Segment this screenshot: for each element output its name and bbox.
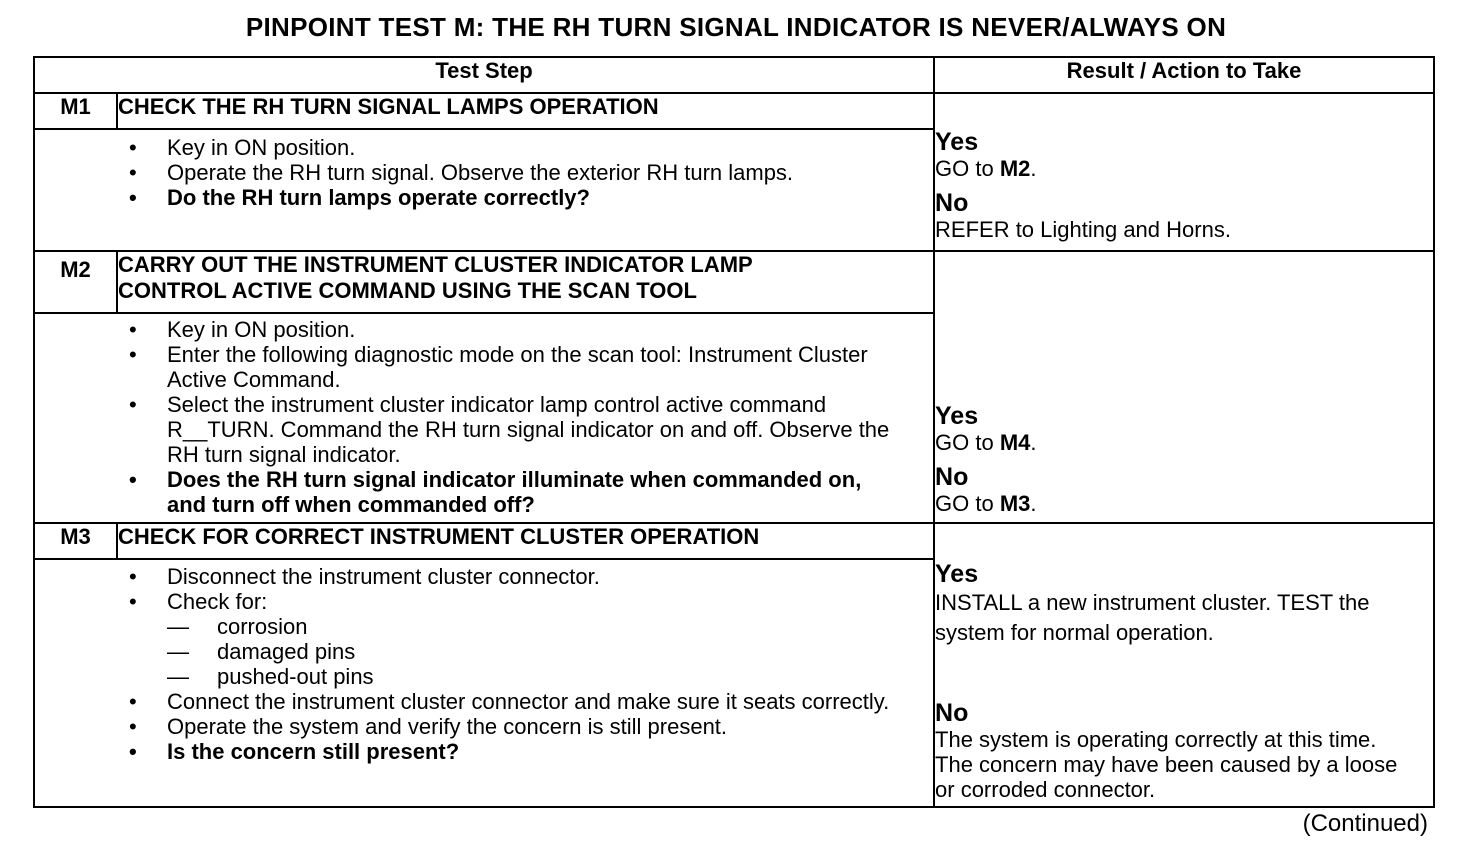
step-body-m3 xyxy=(34,559,934,807)
step-bullet: • Connect the instrument cluster connector and make sure it seats correctly. xyxy=(35,689,913,714)
check-item: — damaged pins xyxy=(167,639,913,664)
step-bullet: • Check for: — corrosion — damaged pins — pushed-out pins xyxy=(35,589,913,689)
step-question: • Do the RH turn lamps operate correctly? xyxy=(35,185,933,210)
step-bullet: • Key in ON position. xyxy=(35,317,903,342)
check-item: — corrosion xyxy=(167,614,913,639)
no-action: REFER to Lighting and Horns. xyxy=(935,217,1231,242)
continued-note: (Continued) xyxy=(1302,810,1428,837)
header-test-step: Test Step xyxy=(34,57,934,93)
yes-label: Yes xyxy=(935,560,979,588)
step-bullet: • Key in ON position. xyxy=(35,135,933,160)
yes-action: GO to M2. xyxy=(935,156,1037,181)
header-result: Result / Action to Take xyxy=(934,57,1434,93)
check-list xyxy=(167,614,913,689)
result-m2 xyxy=(934,251,1434,523)
step-heading-m1: CHECK THE RH TURN SIGNAL LAMPS OPERATION xyxy=(117,93,934,129)
step-question: • Does the RH turn signal indicator illuminate when commanded on, and turn off when commanded off? xyxy=(35,467,903,517)
no-label: No xyxy=(935,699,969,727)
yes-label: Yes xyxy=(935,128,979,156)
no-action: The system is operating correctly at this time. The concern may have been caused by a loose or corroded connector. xyxy=(935,727,1398,802)
result-m3 xyxy=(934,523,1434,807)
step-question: • Is the concern still present? xyxy=(35,739,913,764)
step-body-m1 xyxy=(34,129,934,251)
step-id-m3: M3 xyxy=(34,523,117,559)
step-bullet: • Enter the following diagnostic mode on the scan tool: Instrument Cluster Active Command. xyxy=(35,342,903,392)
step-bullet: • Disconnect the instrument cluster connector. xyxy=(35,564,913,589)
yes-action: GO to M4. xyxy=(935,430,1037,455)
step-id-m2: M2 xyxy=(34,251,117,313)
step-id-m1: M1 xyxy=(34,93,117,129)
step-heading-m3: CHECK FOR CORRECT INSTRUMENT CLUSTER OPERATION xyxy=(117,523,934,559)
no-label: No xyxy=(935,463,969,491)
step-body-m2 xyxy=(34,313,934,523)
page-title: PINPOINT TEST M: THE RH TURN SIGNAL INDICATOR IS NEVER/ALWAYS ON xyxy=(245,12,1227,42)
yes-action: INSTALL a new instrument cluster. TEST the system for normal operation. xyxy=(935,590,1370,645)
no-action: GO to M3. xyxy=(935,491,1037,516)
step-bullet: • Operate the system and verify the concern is still present. xyxy=(35,714,913,739)
no-label: No xyxy=(935,189,969,217)
result-m1 xyxy=(934,93,1434,251)
check-item: — pushed-out pins xyxy=(167,664,913,689)
step-bullet: • Operate the RH turn signal. Observe the exterior RH turn lamps. xyxy=(35,160,933,185)
step-heading-m2: CARRY OUT THE INSTRUMENT CLUSTER INDICATOR LAMP CONTROL ACTIVE COMMAND USING THE SCAN TOOL xyxy=(117,251,934,313)
yes-label: Yes xyxy=(935,402,979,430)
step-bullet: • Select the instrument cluster indicator lamp control active command R__TURN. Command the RH turn signal indicator on and off. Observe the RH turn signal indicator. xyxy=(35,392,903,467)
pinpoint-test-table xyxy=(33,56,1435,808)
